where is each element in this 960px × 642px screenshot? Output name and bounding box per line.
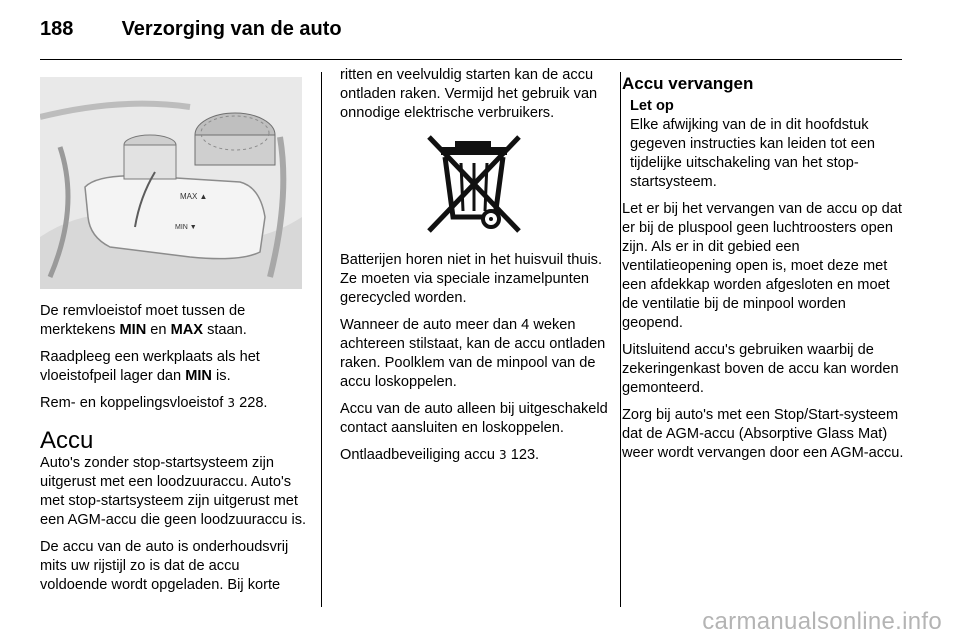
crossed-bin-icon: [419, 133, 529, 237]
page-number: 188: [40, 18, 74, 40]
paragraph-connect-ignition-off: Accu van de auto alleen bij uitgeschakeld contact aansluiten en loskoppelen.: [340, 401, 608, 436]
paragraph-short-trips: ritten en veelvuldig starten kan de accu ontladen raken. Vermijd het gebruik van onnodige elektrische verbruikers.: [340, 67, 598, 121]
column-3: [622, 66, 904, 471]
note-body: Elke afwijking van de in dit hoofdstuk gegeven instructies kan leiden tot een tijdelijke uitschakeling van het stop- startsysteem.: [630, 117, 876, 190]
paragraph-recycling: Batterijen horen niet in het huisvuil thuis. Ze moeten via speciale inzamelpunten gerecycled worden.: [340, 252, 603, 306]
paragraph-fuse-box: Uitsluitend accu's gebruiken waarbij de zekeringenkast boven de accu kan worden gemonteerd.: [622, 342, 899, 396]
page-ref-icon: 3: [499, 448, 507, 462]
watermark: carmanualsonline.info: [702, 608, 942, 635]
max-mark-label: MAX ▲: [180, 192, 208, 201]
note-title: Let op: [630, 98, 674, 114]
paragraph-battery-types: Auto's zonder stop-startsysteem zijn uitgerust met een loodzuuraccu. Auto's met stop-startsysteem zijn uitgerust met een AGM-accu die geen loodzuuraccu is.: [40, 455, 307, 528]
page-ref-icon: 3: [227, 396, 236, 410]
column-2: [340, 66, 608, 473]
page-title: Verzorging van de auto: [121, 18, 342, 40]
column-divider-2: [620, 72, 621, 607]
paragraph-ventilation: Let er bij het vervangen van de accu op dat er bij de pluspool geen luchtroosters open zijn. Als er in dit gebied een ventilatieopening open is, moet deze met een afdekkap worden afgesloten en moet de ventilatie bij de minpool worden geopend.: [622, 201, 902, 331]
brake-fluid-reservoir-photo: [40, 77, 302, 289]
subheading-replace-battery: Accu vervangen: [622, 74, 754, 93]
section-title: Accu: [40, 427, 94, 454]
paragraph-parked-4-weeks: Wanneer de auto meer dan 4 weken achtereen stilstaat, kan de accu ontladen raken. Poolklem van de minpool van de accu loskoppelen.: [340, 317, 606, 390]
paragraph-maintenance-free: De accu van de auto is onderhoudsvrij mits uw rijstijl zo is dat de accu voldoende wordt opgeladen. Bij korte: [40, 539, 289, 593]
column-divider-1: [321, 72, 322, 607]
paragraph-discharge-protection: Ontlaadbeveiliging accu 3 123.: [340, 447, 540, 463]
paragraph-fluid-reference: Rem- en koppelingsvloeistof 3 228.: [40, 395, 268, 411]
paragraph-brake-fluid-level: De remvloeistof moet tussen de merktekens MIN en MAX staan.: [40, 303, 247, 338]
paragraph-workshop: Raadpleeg een werkplaats als het vloeistofpeil lager dan MIN is.: [40, 349, 260, 384]
min-mark-label: MIN ▼: [175, 224, 197, 231]
page-header: [40, 18, 342, 41]
paragraph-agm-replacement: Zorg bij auto's met een Stop/Start-systeem dat de AGM-accu (Absorptive Glass Mat) weer wordt vervangen door een AGM-accu.: [622, 407, 904, 461]
header-divider: [40, 59, 902, 60]
